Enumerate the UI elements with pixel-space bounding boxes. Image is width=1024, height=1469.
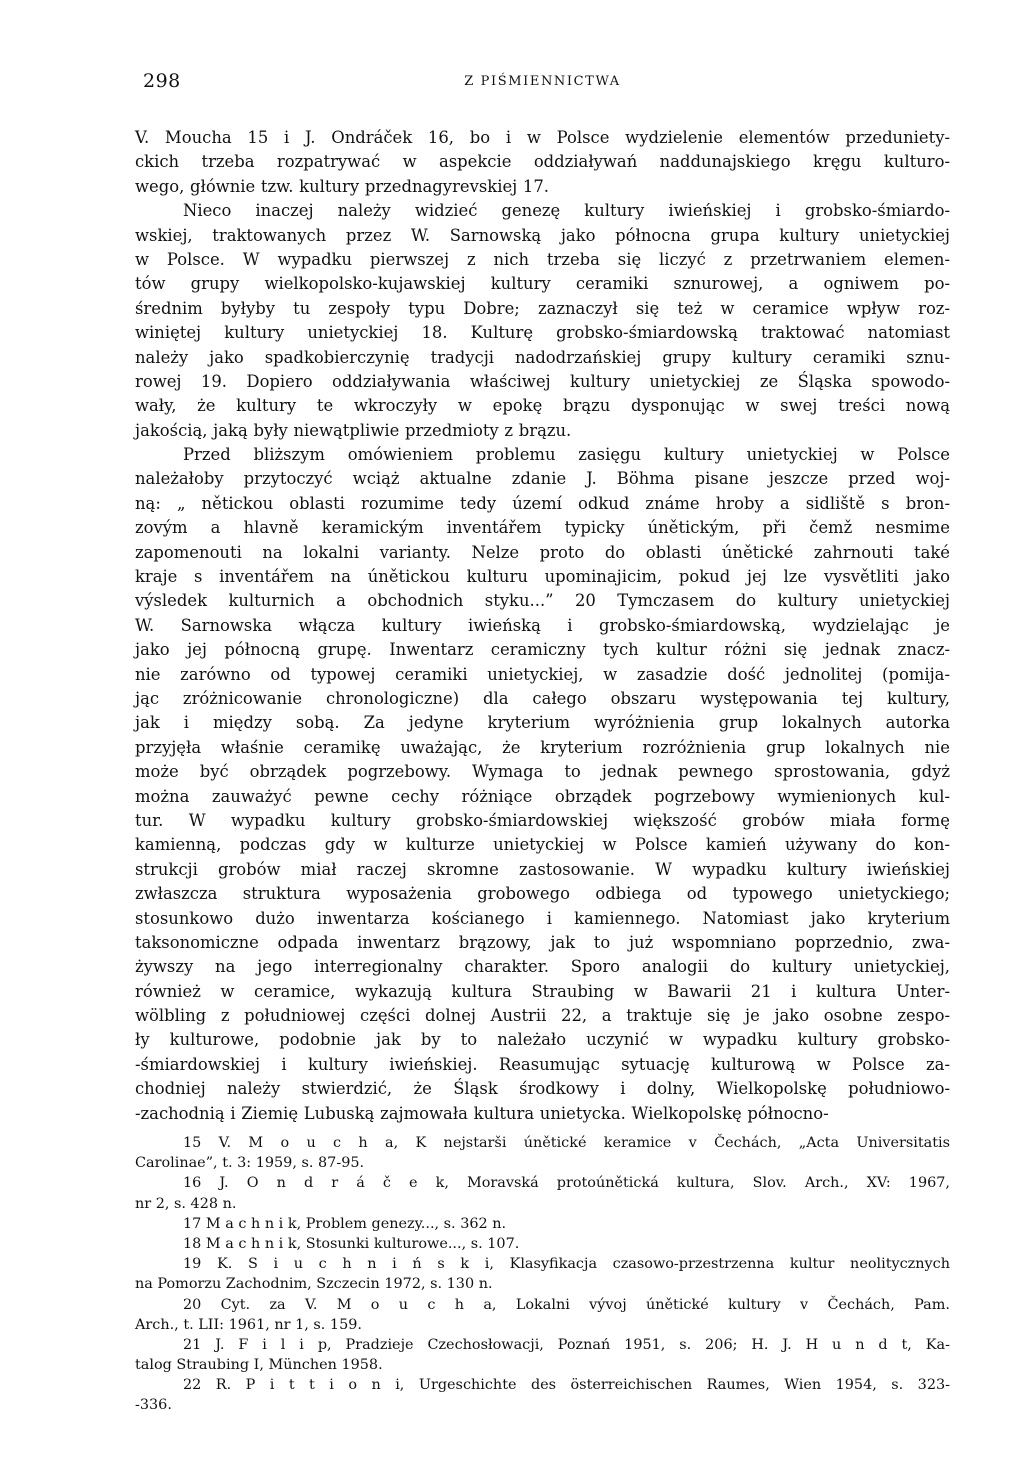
text-line: w Polsce. W wypadku pierwszej z nich trzeba się liczyć z przetrwaniem elemen- (135, 249, 950, 269)
text-line: zapomenouti na lokalni varianty. Nelze proto do oblasti únětické zahrnouti také (135, 542, 950, 562)
footnote-line: -336. (135, 1397, 172, 1414)
text-line: strukcji grobów miał raczej skromne zastosowanie. W wypadku kultury iwieńskiej (135, 859, 950, 879)
text-line: kraje s inventářem na únětickou kulturu upominajicim, pokud jej lze vysvětliti jako (135, 567, 950, 587)
text-line: średnim byłyby tu zespoły typu Dobre; zaznaczył się też w ceramice wpływ roz- (135, 298, 950, 318)
text-line: -śmiardowskiej i kultury iwieńskiej. Reasumując sytuację kulturową w Polsce za- (135, 1054, 950, 1074)
page-header (135, 70, 950, 98)
text-line: jako jej północną grupę. Inwentarz ceramiczny tych kultur różni się jednak znacz- (135, 640, 950, 660)
text-line: zwłaszcza struktura wyposażenia grobowego odbiega od typowego unietyckiego; (135, 884, 950, 904)
text-line: zovým a hlavně keramickým inventářem typicky únětickým, při čemž nesmime (135, 518, 950, 538)
text-line: stosunkowo dużo inwentarza kościanego i kamiennego. Natomiast jako kryterium (135, 908, 950, 928)
footnote-line: Arch., t. LII: 1961, nr 1, s. 159. (135, 1316, 362, 1333)
running-title: Z PIŚMIENNICTWA (464, 74, 621, 89)
footnote-line: 22 R. P i t t i o n i, Urgeschichte des österreichischen Raumes, Wien 1954, s. 323- (183, 1377, 950, 1394)
text-line: również w ceramice, wykazują kultura Straubing w Bawarii 21 i kultura Unter- (135, 981, 950, 1001)
text-line: kamienną, podczas gdy w kulturze unietyckiej w Polsce kamień używany do kon- (135, 835, 950, 855)
text-line: ną: „ nětickou oblasti rozumime tedy území odkud známe hroby a sidliště s bron- (135, 493, 950, 513)
text-line: -zachodnią i Ziemię Lubuską zajmowała kultura unietycka. Wielkopolskę północno- (135, 1103, 829, 1123)
text-line: jak i między sobą. Za jedyne kryterium wyróżnienia grup lokalnych autorka (135, 713, 950, 733)
footnote-line: 21 J. F i l i p, Pradzieje Czechosłowacji, Poznań 1951, s. 206; H. J. H u n d t, Ka- (183, 1336, 950, 1353)
text-line: żywszy na jego interregionalny charakter. Sporo analogii do kultury unietyckiej, (135, 957, 950, 977)
text-line: ckich trzeba rozpatrywać w aspekcie oddziaływań naddunajskiego kręgu kulturo- (135, 152, 950, 172)
text-line: można zauważyć pewne cechy różniące obrządek pogrzebowy wymienionych kul- (135, 786, 950, 806)
text-line: wały, że kultury te wkroczyły w epokę brązu dysponując w swej treści nową (135, 396, 950, 416)
text-line: ły kulturowe, podobnie jak by to należało uczynić w wypadku kultury grobsko- (135, 1030, 950, 1050)
text-line: jąc zróżnicowanie chronologiczne) dla całego obszaru występowania tej kultury, (135, 688, 950, 708)
footnote-line: Carolinae”, t. 3: 1959, s. 87-95. (135, 1155, 365, 1172)
text-line: winiętej kultury unietyckiej 18. Kulturę grobsko-śmiardowską traktować natomiast (135, 323, 950, 343)
footnote-line: nr 2, s. 428 n. (135, 1195, 237, 1212)
page-number: 298 (143, 70, 181, 92)
text-line: wskiej, traktowanych przez W. Sarnowską jako północna grupa kultury unietyckiej (135, 225, 950, 245)
text-line: przyjęła właśnie ceramikę uważając, że kryterium rozróżnienia grup lokalnych nie (135, 737, 950, 757)
footnote-line: 16 J. O n d r á č e k, Moravská protoúnětická kultura, Slov. Arch., XV: 1967, (183, 1175, 950, 1192)
text-line: nie zarówno od typowej ceramiki unietyckiej, w zasadzie dość jednolitej (pomija- (135, 664, 950, 684)
text-line: chodniej należy stwierdzić, że Śląsk środkowy i dolny, Wielkopolskę południowo- (135, 1079, 950, 1099)
text-line: należy jako spadkobierczynię tradycji nadodrzańskiej grupy kultury ceramiki sznu- (135, 347, 950, 367)
text-line: Nieco inaczej należy widzieć genezę kultury iwieńskiej i grobsko-śmiardo- (183, 201, 950, 221)
text-line: tur. W wypadku kultury grobsko-śmiardowskiej większość grobów miała formę (135, 810, 950, 830)
main-text (135, 126, 950, 1126)
text-line: wölbling z południowej części dolnej Austrii 22, a traktuje się je jako osobne zespo- (135, 1006, 950, 1026)
footnote-line: 18 M a c h n i k, Stosunki kulturowe..., s. 107. (183, 1235, 520, 1252)
footnote-line: talog Straubing I, München 1958. (135, 1357, 383, 1374)
text-line: výsledek kulturnich a obchodnich styku...” 20 Tymczasem do kultury unietyckiej (135, 591, 950, 611)
footnote-line: 19 K. S i u c h n i ń s k i, Klasyfikacja czasowo-przestrzenna kultur neolitycznych (183, 1256, 950, 1273)
text-line: tów grupy wielkopolsko-kujawskiej kultury ceramiki sznurowej, a ogniwem po- (135, 274, 950, 294)
text-line: może być obrządek pogrzebowy. Wymaga to jednak pewnego sprostowania, gdyż (135, 762, 950, 782)
text-line: Przed bliższym omówieniem problemu zasięgu kultury unietyckiej w Polsce (183, 445, 950, 465)
footnote-line: 15 V. M o u c h a, K nejstarši únětické keramice v Čechách, „Acta Universitatis (183, 1135, 950, 1151)
footnote-line: 20 Cyt. za V. M o u c h a, Lokalni vývoj únětické kultury v Čechách, Pam. (183, 1296, 950, 1313)
text-line: należałoby przytoczyć wciąż aktualne zdanie J. Böhma pisane jeszcze przed woj- (135, 469, 950, 489)
footnote-line: 17 M a c h n i k, Problem genezy..., s. 362 n. (183, 1215, 507, 1232)
text-line: W. Sarnowska włącza kultury iwieńską i grobsko-śmiardowską, wydzielając je (135, 615, 950, 635)
footnote-line: na Pomorzu Zachodnim, Szczecin 1972, s. 130 n. (135, 1276, 493, 1293)
text-line: jakością, jaką były niewątpliwie przedmioty z brązu. (135, 420, 572, 440)
text-line: V. Moucha 15 i J. Ondráček 16, bo i w Polsce wydzielenie elementów przeduniety- (135, 128, 950, 147)
text-line: taksonomiczne odpada inwentarz brązowy, jak to już wspomniano poprzednio, zwa- (135, 932, 950, 952)
text-line: rowej 19. Dopiero oddziaływania właściwej kultury unietyckiej ze Śląska spowodo- (135, 371, 950, 391)
text-line: wego, głównie tzw. kultury przednagyrevskiej 17. (135, 176, 550, 196)
footnotes (135, 1133, 950, 1416)
